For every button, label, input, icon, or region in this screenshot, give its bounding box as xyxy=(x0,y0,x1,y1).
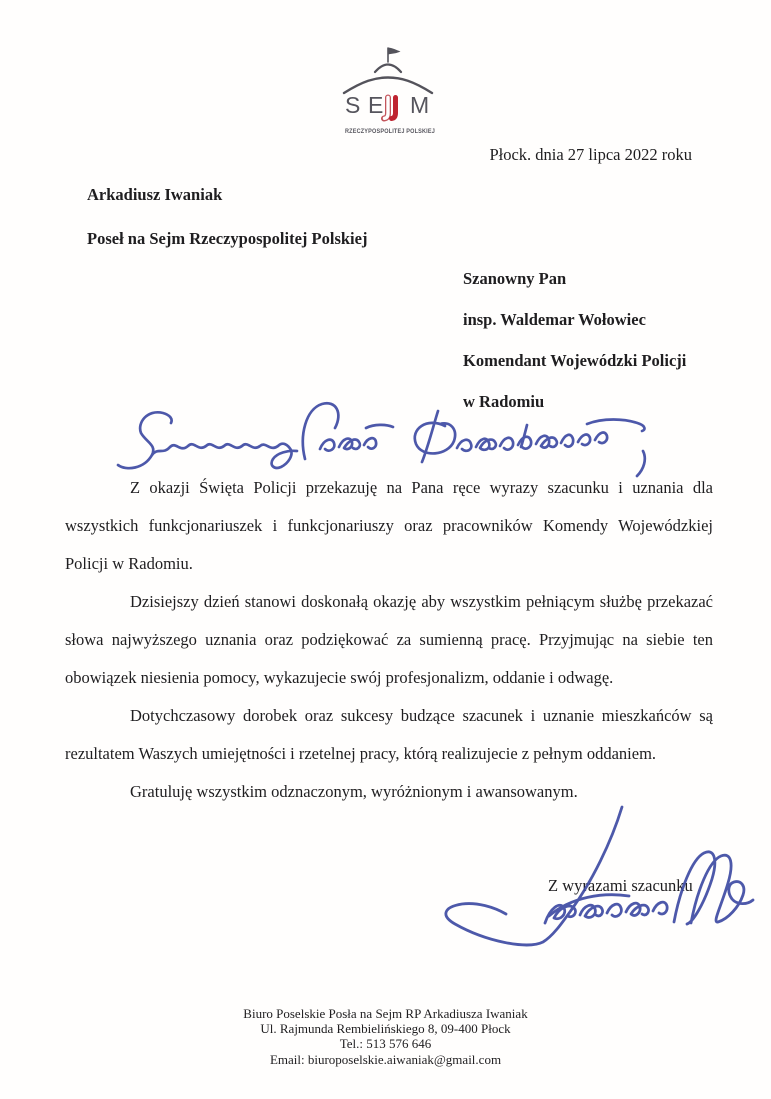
body-line: wszystkich funkcjonariuszek i funkcjonariuszy oraz pracowników Komendy Wojewódzkiej xyxy=(65,516,713,535)
letter-body xyxy=(65,469,713,811)
dome-arc-icon xyxy=(344,78,432,94)
flag-icon xyxy=(388,48,401,55)
recipient-location: w Radomiu xyxy=(463,392,545,411)
handwritten-signature xyxy=(415,795,765,955)
footer-block xyxy=(0,1006,771,1067)
body-line: Policji w Radomiu. xyxy=(65,554,193,573)
sejm-logo xyxy=(335,40,445,140)
sender-name: Arkadiusz Iwaniak xyxy=(87,185,223,204)
dome-top-icon xyxy=(375,65,401,73)
body-line: rezultatem Waszych umiejętności i rzetelnej pracy, którą realizujecie z pełnym oddaniem. xyxy=(65,744,657,763)
logo-letter-s: S xyxy=(345,92,361,118)
handwriting-signature-icon xyxy=(415,795,765,955)
sender-title: Poseł na Sejm Rzeczypospolitej Polskiej xyxy=(87,229,368,248)
sejm-logo-icon xyxy=(335,40,445,140)
footer-line: Email: biuroposelskie.aiwaniak@gmail.com xyxy=(269,1051,502,1067)
body-line: Gratuluję wszystkim odznaczonym, wyróżnionym i awansowanym. xyxy=(130,782,578,801)
recipient-name: insp. Waldemar Wołowiec xyxy=(463,310,646,329)
body-line: słowa najwyższego uznania oraz podziękować za sumienną pracę. Przyjmując na siebie ten xyxy=(65,630,713,649)
closing-phrase: Z wyrazami szacunku xyxy=(548,876,693,895)
body-line: obowiązek niesienia pomocy, wykazujecie swój profesjonalizm, oddanie i odwagę. xyxy=(65,668,614,687)
body-line: Dotychczasowy dorobek oraz sukcesy budzące szacunek i uznanie mieszkańców są xyxy=(130,706,713,725)
footer-line: Ul. Rajmunda Rembielińskiego 8, 09-400 Płock xyxy=(260,1021,511,1037)
recipient-position: Komendant Wojewódzki Policji xyxy=(463,351,687,370)
dateline: Płock. dnia 27 lipca 2022 roku xyxy=(489,145,692,164)
flag-stripe-red-icon xyxy=(392,98,396,119)
body-line: Z okazji Święta Policji przekazuję na Pana ręce wyrazy szacunku i uznania dla xyxy=(130,478,713,497)
footer-line: Biuro Poselskie Posła na Sejm RP Arkadiusza Iwaniak xyxy=(243,1006,528,1021)
recipient-salutation: Szanowny Pan xyxy=(463,269,567,288)
footer-line: Tel.: 513 576 646 xyxy=(339,1036,432,1052)
body-line: Dzisiejszy dzień stanowi doskonałą okazję aby wszystkim pełniącym służbę przekazać xyxy=(130,592,713,611)
logo-subtitle: RZECZYPOSPOLITEJ POLSKIEJ xyxy=(345,128,436,135)
logo-letter-m: M xyxy=(410,92,430,118)
logo-letter-e: E xyxy=(368,92,384,118)
